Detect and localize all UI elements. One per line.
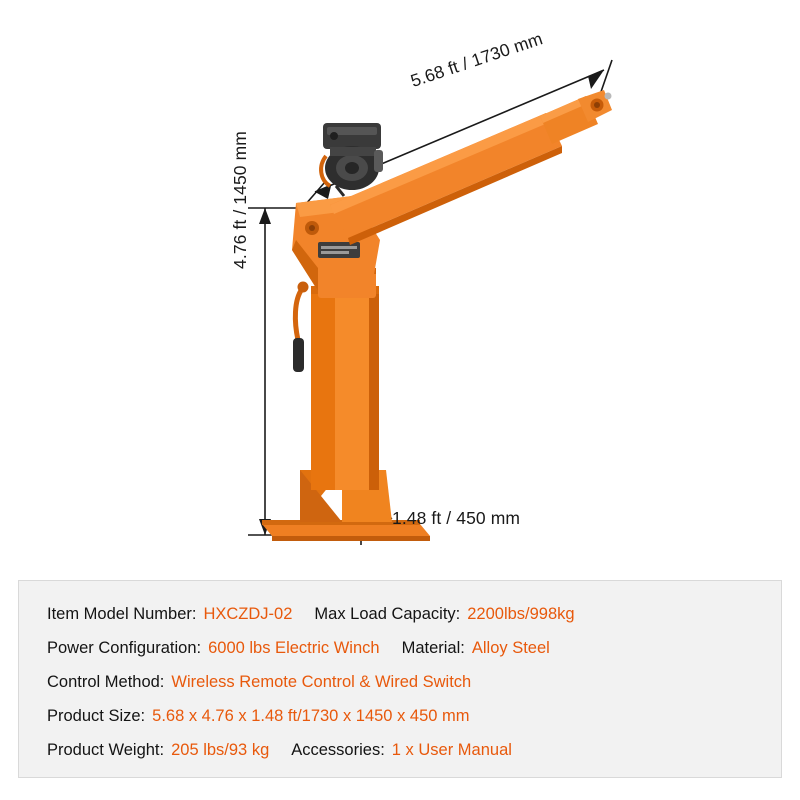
column-lever	[293, 282, 309, 373]
spec-key: Material:	[401, 639, 465, 657]
spec-row	[47, 733, 753, 767]
spec-key: Item Model Number:	[47, 605, 197, 623]
spec-value: HXCZDJ-02	[203, 605, 293, 623]
spec-key: Product Weight:	[47, 741, 165, 759]
crane-body	[262, 90, 612, 541]
spec-key: Accessories:	[291, 741, 385, 759]
spec-row	[47, 665, 753, 699]
spec-material	[402, 631, 550, 665]
spec-product-size	[47, 699, 470, 733]
spec-value: 1 x User Manual	[391, 741, 512, 759]
spec-key: Product Size:	[47, 707, 146, 725]
spec-row	[47, 631, 753, 665]
spec-control-method	[47, 665, 471, 699]
spec-power-configuration	[47, 631, 380, 665]
spec-accessories	[291, 733, 512, 767]
spec-key: Max Load Capacity:	[314, 605, 461, 623]
dimension-label-boom-length: 5.68 ft / 1730 mm	[408, 28, 546, 91]
crane-column	[311, 286, 379, 490]
spec-key: Control Method:	[47, 673, 165, 691]
spec-value: Alloy Steel	[471, 639, 550, 657]
spec-product-weight	[47, 733, 269, 767]
dimension-label-base-width: 1.48 ft / 450 mm	[392, 508, 521, 528]
dimension-label-height: 4.76 ft / 1450 mm	[230, 131, 250, 269]
spec-value: 5.68 x 4.76 x 1.48 ft/1730 x 1450 x 450 mm	[152, 707, 470, 725]
spec-value: Wireless Remote Control & Wired Switch	[171, 673, 472, 691]
spec-item-model-number	[47, 597, 292, 631]
spec-value: 6000 lbs Electric Winch	[208, 639, 380, 657]
specification-panel	[18, 580, 782, 778]
spec-row	[47, 699, 753, 733]
spec-row	[47, 597, 753, 631]
spec-key: Power Configuration:	[47, 639, 202, 657]
electric-winch	[321, 123, 383, 196]
spec-value: 205 lbs/93 kg	[171, 741, 270, 759]
spec-max-load-capacity	[314, 597, 574, 631]
spec-value: 2200lbs/998kg	[467, 605, 575, 623]
